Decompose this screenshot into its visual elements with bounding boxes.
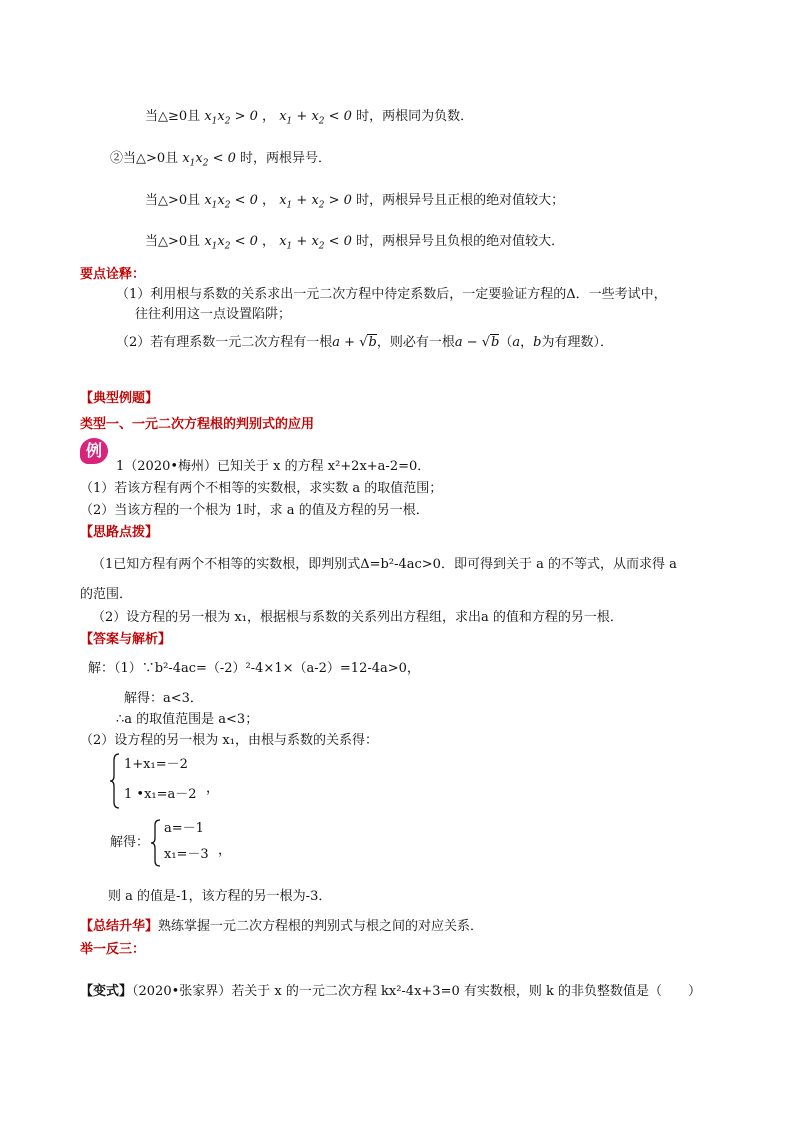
problem-statement: 1（2020•梅州）已知关于 x 的方程 x²+2x+a-2=0． [116,459,431,474]
condition-result: 时，两根异号． [240,151,332,166]
math-sum-negative: $x_1 + x_2 < 0$ [279,109,352,127]
practice-heading: 举一反三： [80,942,146,957]
math-sum-positive: $x_1 + x_2 > 0$ [279,193,352,211]
paren: （ [499,335,513,350]
tip-2-text-b: ，则必有一根 [376,335,455,350]
condition-result: 时，两根异号且正根的绝对值较大； [356,193,565,208]
condition-line-1 [145,109,474,127]
condition-text: ②当△>0且 [110,151,179,166]
comma: ， [262,109,276,124]
tips-heading: 要点诠释： [80,267,146,282]
type-1-heading: 类型一、一元二次方程根的判别式的应用 [80,417,315,432]
condition-text: 当△>0且 [145,234,201,249]
answer-heading: 【答案与解析】 [80,632,172,647]
summary-text: 熟练掌握一元二次方程根的判别式与根之间的对应关系． [158,919,484,934]
problem-question-2: （2）当该方程的一个根为 1时，求 a 的值及方程的另一根． [80,503,429,518]
summary-line [80,920,483,933]
left-brace-icon [150,818,162,868]
system-2-row-1: a=－1 [164,821,204,836]
delta-symbol: Δ [566,287,576,302]
tip-2-text: （2）若有理系数一元二次方程有一根 [116,335,333,350]
variant-text: （2020•张家界）若关于 x 的一元二次方程 kx²-4x+3=0 有实数根，则 k 的非负整数值是（ ） [132,984,702,999]
comma: ， [262,193,276,208]
math-product-positive: $x_1x_2 > 0$ [204,109,258,127]
math-root-plus: a + √b [332,335,377,350]
equation-system-1 [108,752,308,812]
solution-step-2: 解得：a<3． [124,691,203,706]
math-sum-negative: $x_1 + x_2 < 0$ [279,234,352,252]
system-1-end: ， [206,781,220,796]
variant-label: 【变式】 [80,984,133,999]
math-product-negative: $x_1x_2 < 0$ [182,151,236,169]
condition-line-3 [145,193,565,211]
condition-result: 时，两根异号且负根的绝对值较大． [356,234,565,249]
equation-system-2 [150,818,270,870]
solved-label: 解得： [110,835,150,850]
condition-line-2 [110,151,332,169]
tip-1-continued: 往往利用这一点设置陷阱； [135,307,292,322]
comma: ， [262,234,276,249]
solution-step-3: ∴a 的取值范围是 a<3； [116,712,259,727]
var-b: b [533,335,542,350]
math-product-negative: $x_1x_2 < 0$ [204,234,258,252]
section-examples-heading: 【典型例题】 [80,391,159,406]
math-root-minus: a − √b [454,335,500,350]
comma: ， [520,335,534,350]
hint-paragraph-2: （2）设方程的另一根为 x₁，根据根与系数的关系列出方程组，求出a 的值和方程的另一根． [92,610,623,625]
hint-heading: 【思路点拨】 [80,525,159,540]
condition-result: 时，两根同为负数． [356,109,474,124]
var-a: a [512,335,521,350]
condition-text: 当△>0且 [145,193,201,208]
condition-text: 当△≥0且 [145,109,201,124]
tip-1-text: （1）利用根与系数的关系求出一元二次方程中待定系数后，一定要验证方程的 [116,287,567,302]
tip-1 [116,288,667,301]
system-1-row-1: 1+x₁=－2 [124,757,188,772]
hint-paragraph-1: （1已知方程有两个不相等的实数根，即判别式Δ=b²-4ac>0．即可得到关于 a 的不等式，从而求得 a [92,557,677,572]
final-answer: 则 a 的值是-1，该方程的另一根为-3． [108,889,332,904]
tip-2-end: 为有理数）． [541,335,613,350]
example-badge: 例 [80,438,108,464]
variant-problem [80,985,701,998]
solution-step-4: （2）设方程的另一根为 x₁，由根与系数的关系得： [80,733,378,748]
condition-line-4 [145,234,565,252]
solution-step-1: 解：（1）∵b²-4ac=（-2）²-4×1×（a-2）=12-4a>0， [88,661,420,676]
system-2-row-2: x₁=－3 [164,847,209,862]
problem-question-1: （1）若该方程有两个不相等的实数根，求实数 a 的取值范围； [80,481,443,496]
system-2-end: ， [218,843,232,858]
summary-heading: 【总结升华】 [80,919,159,934]
left-brace-icon [108,752,122,810]
tip-1-text-b: ．一些考试中， [575,287,667,302]
system-1-row-2: 1 •x₁=a－2 [124,787,197,802]
math-product-negative: $x_1x_2 < 0$ [204,193,258,211]
hint-paragraph-1-cont: 的范围． [80,587,133,602]
tip-2 [116,336,613,349]
